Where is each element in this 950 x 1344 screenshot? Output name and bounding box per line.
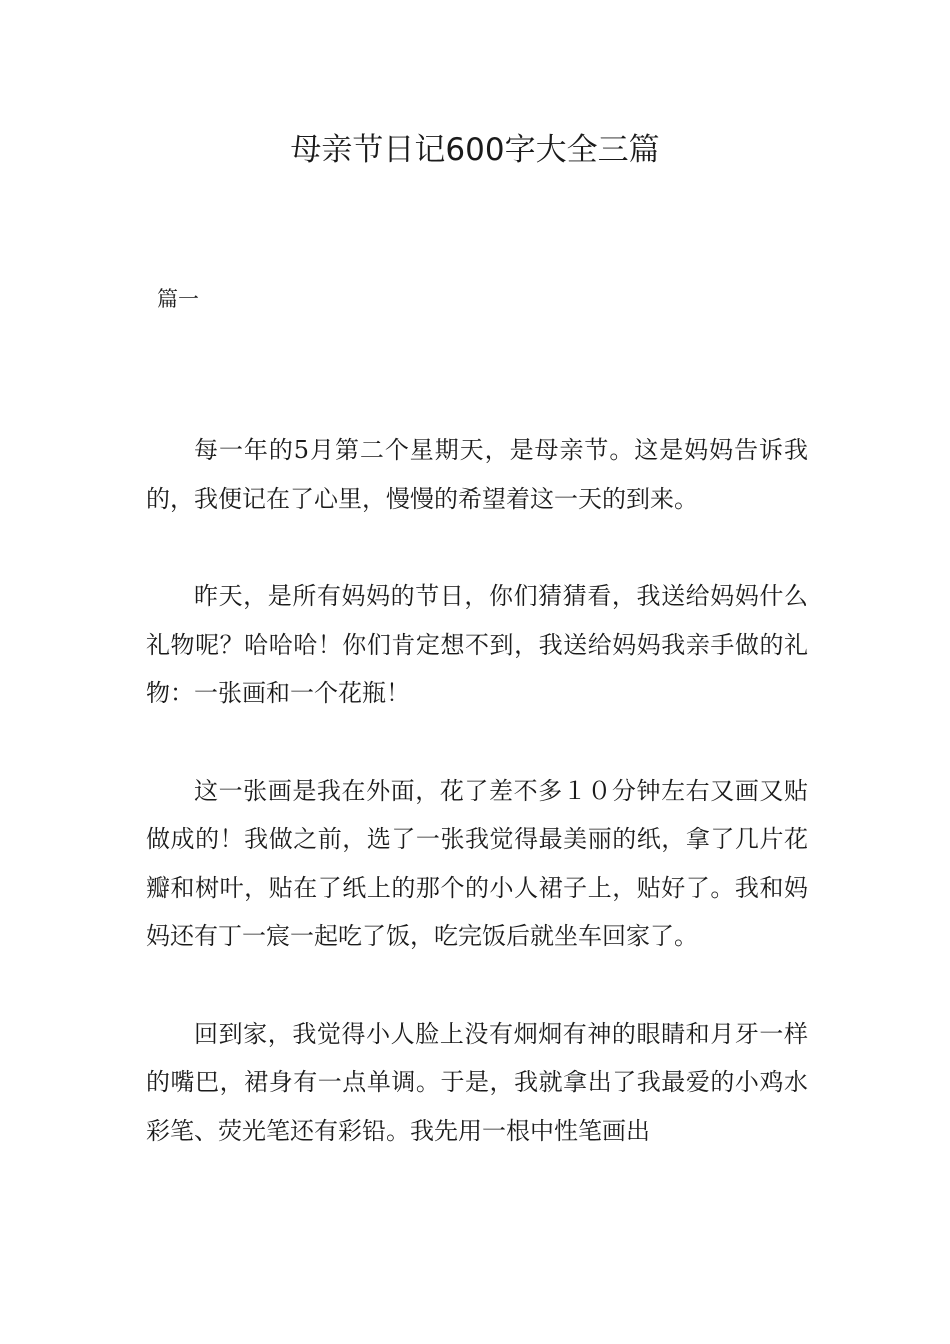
section-label: 篇一 xyxy=(157,287,199,311)
paragraph-2: 昨天，是所有妈妈的节日，你们猜猜看，我送给妈妈什么礼物呢？哈哈哈！你们肯定想不到，我送给妈妈我亲手做的礼物：一张画和一个花瓶！ xyxy=(146,582,808,707)
paragraph-4: 回到家，我觉得小人脸上没有炯炯有神的眼睛和月牙一样的嘴巴，裙身有一点单调。于是，我就拿出了我最爱的小鸡水彩笔、荧光笔还有彩铅。我先用一根中性笔画出 xyxy=(146,1019,808,1145)
document-body xyxy=(146,426,808,1204)
paragraph-3: 这一张画是我在外面，花了差不多１０分钟左右又画又贴做成的！我做之前，选了一张我觉得最美丽的纸，拿了几片花瓣和树叶，贴在了纸上的那个的小人裙子上，贴好了。我和妈妈还有丁一宸一起吃了饭，吃完饭后就坐车回家了。 xyxy=(146,776,808,950)
page-title: 母亲节日记600字大全三篇 xyxy=(290,132,660,168)
paragraph-1: 每一年的5月第二个星期天，是母亲节。这是妈妈告诉我的，我便记在了心里，慢慢的希望着这一天的到来。 xyxy=(146,436,808,513)
